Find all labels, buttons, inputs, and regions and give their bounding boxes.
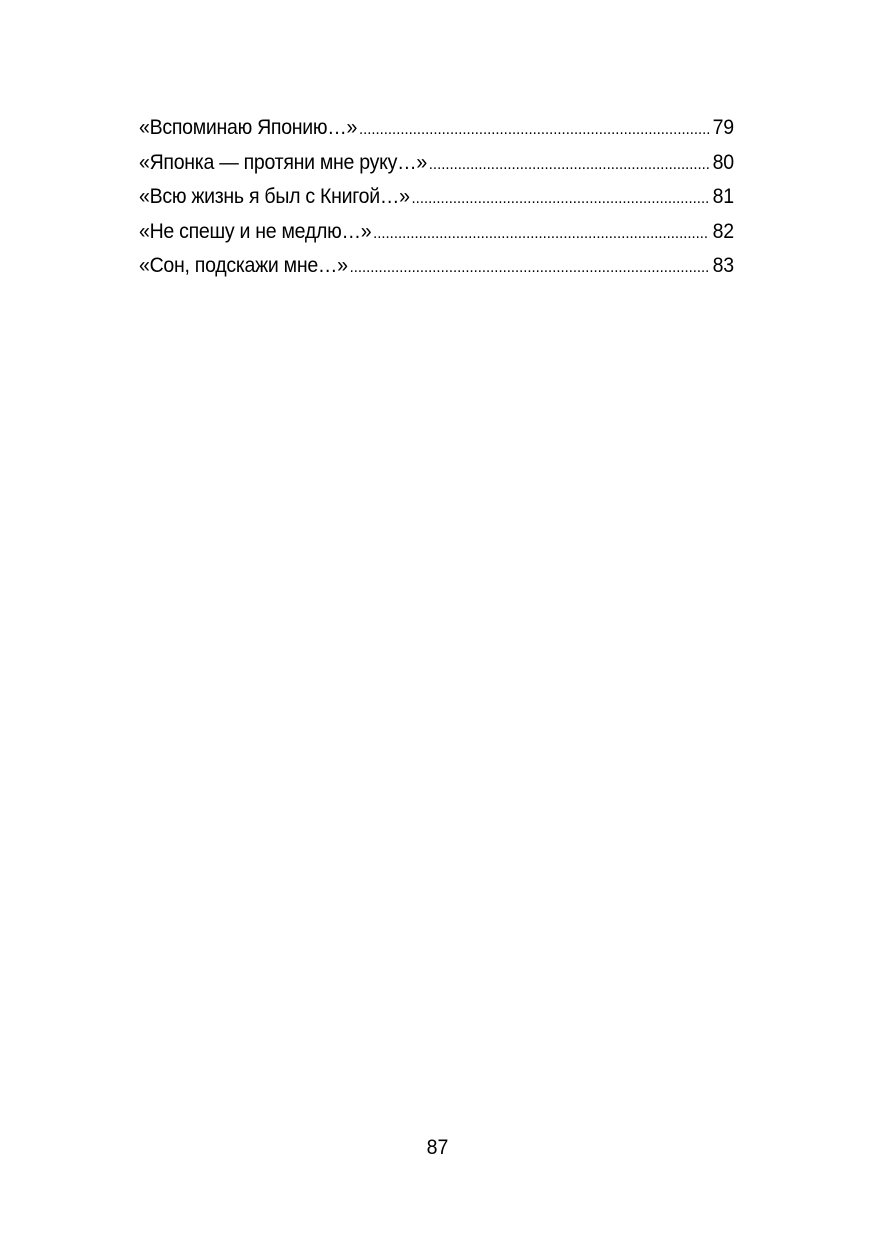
toc-entry[interactable]: [139, 251, 734, 286]
toc-entry-page: 79: [712, 116, 734, 139]
table-of-contents: [139, 113, 734, 286]
toc-entry-page: 81: [712, 185, 734, 208]
toc-entry-title: «Всю жизнь я был с Книгой…»: [139, 185, 410, 208]
page-number: 87: [426, 1136, 449, 1159]
toc-entry-title: «Сон, подскажи мне…»: [139, 254, 348, 277]
toc-entry[interactable]: [139, 217, 734, 252]
toc-dot-leader: [359, 115, 709, 145]
toc-entry-title: «Вспоминаю Японию…»: [139, 116, 358, 139]
toc-entry-page: 83: [712, 254, 734, 277]
toc-dot-leader: [373, 219, 709, 249]
toc-entry[interactable]: [139, 148, 734, 183]
toc-dot-leader: [412, 184, 709, 214]
toc-entry-page: 80: [712, 150, 734, 174]
toc-entry[interactable]: [139, 182, 734, 217]
toc-entry-title: «Не спешу и не медлю…»: [139, 219, 372, 243]
toc-entry[interactable]: [139, 113, 734, 148]
toc-entry-page: 82: [712, 219, 734, 243]
toc-dot-leader: [429, 150, 709, 180]
toc-entry-title: «Японка — протяни мне руку…»: [139, 150, 427, 174]
toc-dot-leader: [350, 253, 709, 283]
